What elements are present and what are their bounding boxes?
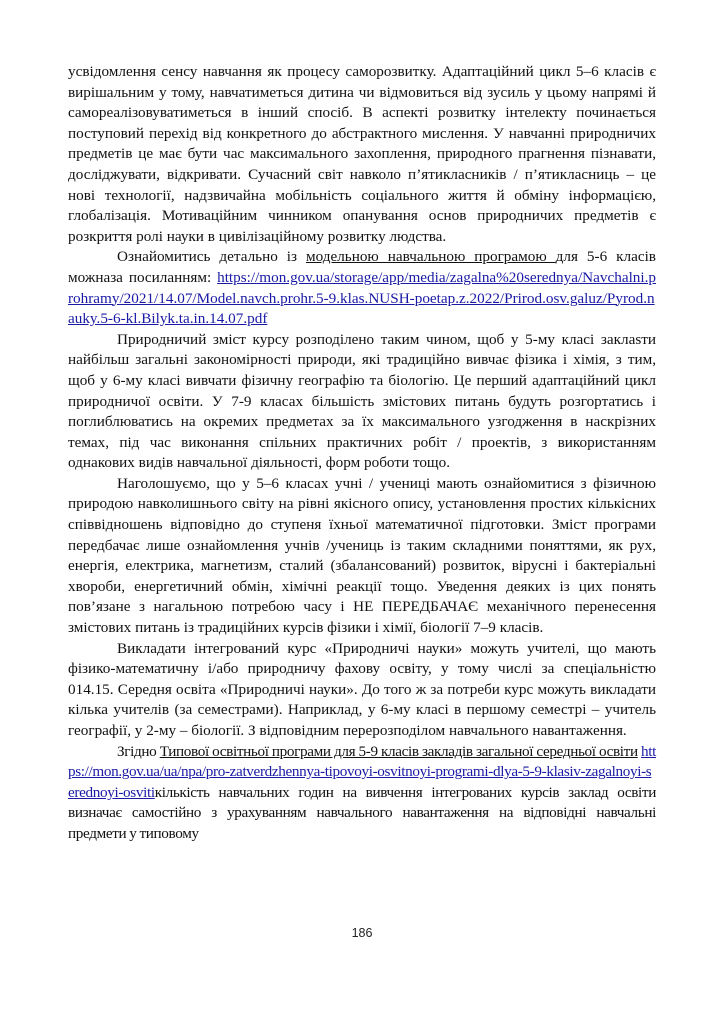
paragraph-3: Природничий зміст курсу розподілено таким чином, щоб у 5-му класі заклasти найбільш загальні закономірності природи, які традиційно вивчає фізика і хімія, з тим, щоб у 6-му класі вивчати фізичну географію та біологію. Це перший адаптаційний цикл природничої освіти. У 7-9 класах більшість змістових питань будуть розгортатись і поглиблюватись на окремих предметах за їх максимального узгодження в наскрізних темах, під час виконання спільних практичних робіт / проектів, з використанням однакових видів навчальної діяльності, форм роботи тощо.: [68, 330, 656, 472]
model-program-reference: модельною навчальною програмою: [305, 248, 556, 266]
paragraph-6-tail: кількість навчальних годин на вивчення інтегрованих курсів заклад освіти визначає самостійно з урахуванням навчального навантаження на відповідні навчальні предмети у типовому: [68, 783, 656, 842]
model-program-link[interactable]: https://mon.gov.ua/storage/app/media/zagalna%20serednya/Navchalni.prohramy/2021/14.07/Model.navch.prohr.5-9.klas.NUSH-poetap.z.2022/Prirod.osv.galuz/Pyrod.nauky.5-6-kl.Bilyk.ta.in.14.07.pdf: [68, 268, 656, 328]
document-page: [68, 62, 656, 845]
paragraph-4: Наголошуємо, що у 5–6 класах учні / учениці мають ознайомитися з фізичною природою навколишнього світу на рівні якісного опису, установлення простих кількісних співвідношень відповідно до ступеня їхньої математичної підготовки. Зміст програми передбачає лише ознайомлення учнів /учениць із таким складними поняттями, як рух, енергія, електрика, магнетизм, сталий (збалансований) розвиток, вірусні і бактеріальні хвороби, енергетичний обмін, хімічні реакції тощо. Уведення деяких із цих понять пов’язане з нагальною потребою часу і НЕ ПЕРЕДБАЧАЄ механічного перенесення змістових питань із традиційних курсів фізики і хімії, біології 7–9 класів.: [68, 474, 656, 637]
paragraph-1: усвідомлення сенсу навчання як процесу саморозвитку. Адаптаційний цикл 5–6 класів є вирішальним у тому, навчатиметься дитина чи відмовиться від зусиль у цьому напрямі й самореалізовуватиметься в інший спосіб. В аспекті розвитку інтелекту починається поступовий перехід від конкретного до абстрактного мислення. У навчанні природничих предметів це має бути час максимального захоплення, природного прагнення пізнавати, досліджувати, відкривати. Сучасний світ навколо п’ятикласників / п’ятикласниць – це нові технології, надзвичайна мобільність соціального життя й обміну інформацією, глобалізація. Мотиваційним чинником опанування основ природничих предметів є розкриття ролі науки в цивілізаційному розвитку людства.: [68, 63, 656, 245]
paragraph-2-tail: для 5-6 класів можназа посиланням:: [68, 248, 656, 286]
typical-program-link[interactable]: https://mon.gov.ua/ua/npa/pro-zatverdzhennya-tipovoyi-osvitnoyi-programi-dlya-5-9-klasiv-zagalnoyi-serednoyi-osviti: [68, 742, 656, 801]
page-number: 186: [351, 926, 373, 940]
paragraph-6: [68, 742, 656, 845]
paragraph-2: [68, 247, 656, 329]
paragraph-5: Викладати інтегрований курс «Природничі науки» можуть учителі, що мають фізико-математичну і/або природничу фахову освіту, у тому числі за спеціальністю 014.15. Середня освіта «Природничі науки». До того ж за потреби курс можуть викладати кілька учителів (за семестрами). Наприклад, у 6-му класі в першому семестрі – учитель географії, у 2-му – біології. З відповідним перерозподілом навчального навантаження.: [68, 639, 656, 739]
typical-program-reference: Типової освітньої програми для 5-9 класів закладів загальної середньої освіти: [159, 742, 638, 760]
paragraph-6-intro: Згідно: [117, 742, 160, 760]
paragraph-2-intro: Ознайомитись детально із: [117, 248, 306, 266]
